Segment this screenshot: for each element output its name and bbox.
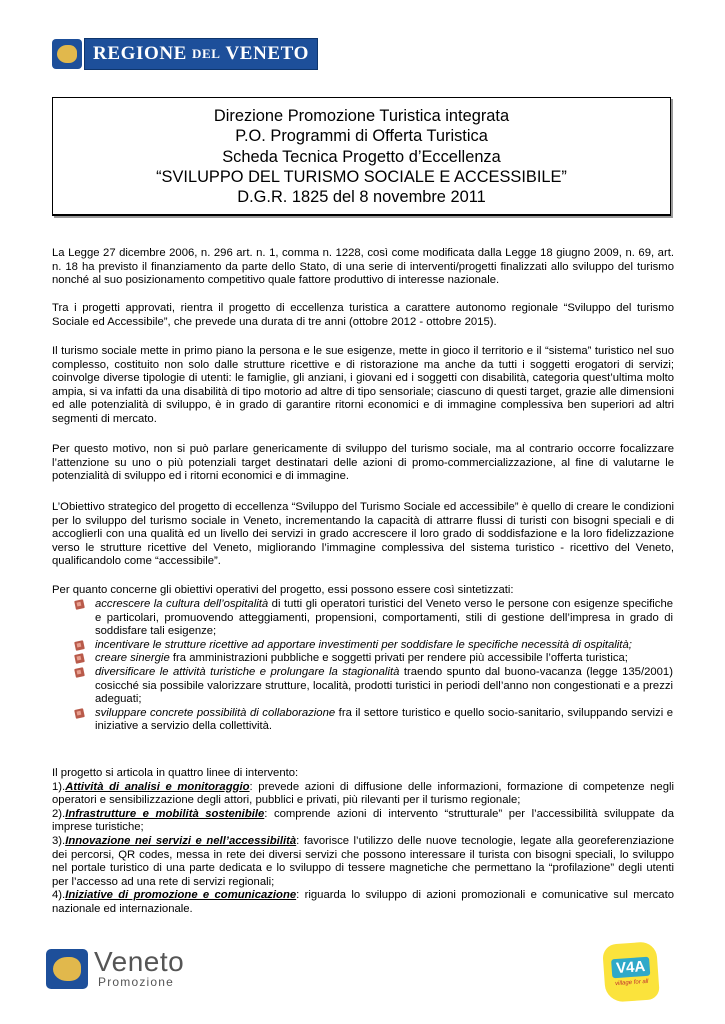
list-item: creare sinergie fra amministrazioni pubbliche e soggetti privati per rendere più accessibile l’offerta turistica; — [75, 652, 673, 666]
title-line-5: D.G.R. 1825 del 8 novembre 2011 — [237, 188, 486, 207]
bullet-icon — [74, 667, 85, 678]
list-item: 2).Infrastrutture e mobilità sostenibile: comprende azioni di intervento “strutturale” per l’accessibilità sviluppate da imprese turistiche; — [52, 807, 674, 834]
list-item: 1).Attività di analisi e monitoraggio: prevede azioni di diffusione delle informazioni, formazione di competenze negli operatori e sensibilizzazione degli attori, pubblici e privati, più rilevanti per il turismo regionale; — [52, 780, 674, 807]
paragraph-3: Il turismo sociale mette in primo piano la persona e le sue esigenze, mette in gioco il territorio e il “sistema” turistico nel suo complesso, costituito non solo dalle strutture ricettive e di ristorazione ma anche da tutti i soggetti erogatori di servizi; coinvolge diverse tipologie di utenti: le famiglie, gli anziani, i giovani ed i soggetti con disabilità, categoria quest’ultima molto ampia, si va infatti da una disabilità di tipo motorio ad altre di tipo sensoriale; ciascuno di questi target, grazie alle dimensioni ed alle potenzialità di sviluppo, è in grado di garantire ritorni economici e di immagine complessiva ben superiori ad altri segmenti di mercato. — [52, 345, 674, 425]
list-item: 4).Iniziative di promozione e comunicazione: riguarda lo sviluppo di azioni promozionali e comunicative sul mercato nazionale ed internazionale. — [52, 889, 674, 915]
paragraph-4: Per questo motivo, non si può parlare genericamente di sviluppo del turismo sociale, ma al contrario occorre focalizzare l’attenzione su uno o più potenziali target destinatari delle azioni di promo-commercializzazione, al fine di valutarne le potenzialità di sviluppo ed i ritorni economici e di immagine. — [52, 443, 674, 483]
paragraph-1: La Legge 27 dicembre 2006, n. 296 art. n. 1, comma n. 1228, così come modificata dalla Legge 18 giugno 2009, n. 69, art. n. 18 ha previsto il finanziamento da parte dello Stato, di una serie di interventi/progetti finalizzati allo sviluppo del turismo nonché al suo posizionamento competitivo quale fattore produttivo di interesse nazionale. — [52, 247, 674, 287]
lines-intro: Il progetto si articola in quattro linee di intervento: — [52, 767, 299, 779]
list-item: accrescere la cultura dell’ospitalità di tutti gli operatori turistici del Veneto verso le persone con esigenze specifiche e particolari, promuovendo atteggiamenti, propensioni, comportamenti, stili di gestione dell’impresa in grado di soddisfare tali esigenze; — [75, 598, 673, 639]
winged-lion-shield-icon — [52, 39, 82, 69]
objectives-list — [75, 598, 673, 734]
paragraph-5: L’Obiettivo strategico del progetto di eccellenza “Sviluppo del Turismo Sociale ed accessibile” è quello di creare le condizioni per lo sviluppo del turismo sociale in Veneto, incrementando la capacità di attrarre flussi di turisti con bisogni speciali e di accoglierli con una qualità ed un livello dei servizi in grado accrescere il loro grado di soddisfazione e la loro fidelizzazione verso le strutture ricettive del Veneto, migliorando l’immagine complessiva del sistema turistico - ricettivo del Veneto, qualificandolo come “accessibile”. — [52, 501, 674, 568]
title-line-1: Direzione Promozione Turistica integrata — [213, 107, 510, 125]
paragraph-6: Per quanto concerne gli obiettivi operativi del progetto, essi possono essere così sintetizzati: — [52, 584, 514, 596]
promozione-wordmark: Promozione — [98, 975, 175, 989]
bullet-icon — [74, 708, 85, 719]
veneto-promozione-logo — [46, 946, 185, 989]
regione-veneto-wordmark: REGIONE DEL VENETO — [84, 38, 318, 70]
veneto-wordmark: Veneto — [94, 946, 185, 977]
v4a-logo — [602, 941, 660, 1003]
title-box — [52, 97, 671, 216]
list-item: diversificare le attività turistiche e prolungare la stagionalità traendo spunto dal buono-vacanza (legge 135/2001) cosicché sia possibile valorizzare strutture, località, prodotti turistici in periodi dell’anno non congestionati e a prezzi adeguati; — [75, 666, 673, 707]
bullet-icon — [74, 640, 85, 651]
title-line-3: Scheda Tecnica Progetto d’Eccellenza — [222, 147, 501, 166]
list-item: sviluppare concrete possibilità di collaborazione fra il settore turistico e quello socio-sanitario, sviluppando servizi e iniziative a servizio della collettività. — [75, 707, 673, 734]
list-item: 3).Innovazione nei servizi e nell’accessibilità: favorisce l’utilizzo delle nuove tecnologie, legate alla georeferenziazione dei percorsi, QR codes, messa in rete dei diversi servizi che possono interessare il turista con bisogni speciali, lo sviluppo nel portale turistico di una parte dedicata e lo sviluppo di tessere magnetiche che permettano la “profilazione” degli utenti per l’accesso ad una rete di servizi regionali; — [52, 834, 675, 888]
list-item: incentivare le strutture ricettive ad apportare investimenti per soddisfare le specifiche necessità di ospitalità; — [75, 639, 673, 653]
regione-veneto-logo — [52, 38, 318, 70]
paragraph-2: Tra i progetti approvati, rientra il progetto di eccellenza turistica a carattere autonomo regionale “Sviluppo del turismo Sociale ed Accessibile”, che prevede una durata di tre anni (ottobre 2012 - ottobre 2015). — [52, 302, 674, 328]
bullet-icon — [74, 654, 85, 665]
intervention-lines — [52, 767, 674, 917]
title-line-4: “SVILUPPO DEL TURISMO SOCIALE E ACCESSIBILE” — [156, 167, 567, 186]
bullet-icon — [74, 599, 85, 610]
winged-lion-icon — [46, 949, 88, 989]
v4a-tagline: village for all — [614, 978, 649, 988]
v4a-wordmark: V4A — [611, 957, 649, 979]
title-line-2: P.O. Programmi di Offerta Turistica — [235, 127, 488, 146]
